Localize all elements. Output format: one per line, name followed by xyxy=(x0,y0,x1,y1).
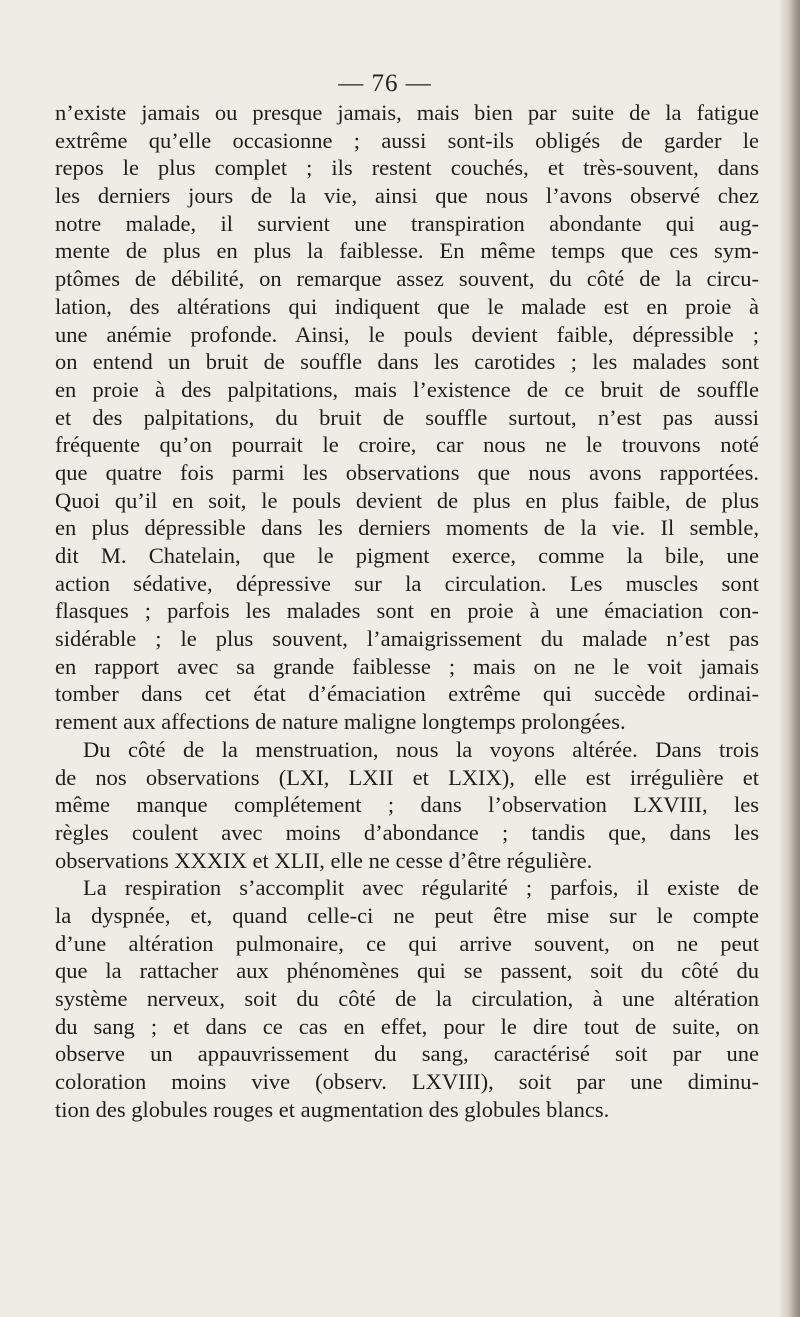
text-line: de nos observations (LXI, LXII et LXIX), elle est irrégulière et xyxy=(55,764,759,790)
text-line: règles coulent avec moins d’abondance ; tandis que, dans les xyxy=(55,819,759,845)
text-line: mente de plus en plus la faiblesse. En même temps que ces sym- xyxy=(55,238,759,264)
body-text xyxy=(55,99,759,1123)
text-line: même manque complétement ; dans l’observation LXVIII, les xyxy=(55,792,759,818)
text-line: sidérable ; le plus souvent, l’amaigrissement du malade n’est pas xyxy=(55,626,759,652)
text-line: rement aux affections de nature maligne longtemps prolongées. xyxy=(55,709,626,735)
text-line: en rapport avec sa grande faiblesse ; mais on ne le voit jamais xyxy=(55,653,759,679)
text-line: du sang ; et dans ce cas en effet, pour le dire tout de suite, on xyxy=(55,1013,759,1039)
text-line: on entend un bruit de souffle dans les carotides ; les malades sont xyxy=(55,349,759,375)
text-line: et des palpitations, du bruit de souffle surtout, n’est pas aussi xyxy=(55,404,759,430)
text-line: en proie à des palpitations, mais l’existence de ce bruit de souffle xyxy=(55,376,759,402)
text-line: Quoi qu’il en soit, le pouls devient de plus en plus faible, de plus xyxy=(55,487,759,513)
page-edge-shadow xyxy=(778,0,800,1317)
text-line: n’existe jamais ou presque jamais, mais bien par suite de la fatigue xyxy=(55,100,759,125)
text-line: flasques ; parfois les malades sont en proie à une émaciation con- xyxy=(55,598,759,624)
text-line: les derniers jours de la vie, ainsi que nous l’avons observé chez xyxy=(55,183,759,209)
text-line: notre malade, il survient une transpiration abondante qui aug- xyxy=(55,210,759,236)
text-line: La respiration s’accomplit avec régularité ; parfois, il existe de xyxy=(83,875,759,901)
text-line: en plus dépressible dans les derniers moments de la vie. Il semble, xyxy=(55,515,759,541)
page-number: — 76 — xyxy=(338,70,432,97)
text-line: observe un appauvrissement du sang, caractérisé soit par une xyxy=(55,1041,759,1067)
text-line: tomber dans cet état d’émaciation extrême qui succède ordinai- xyxy=(55,681,759,707)
text-line: d’une altération pulmonaire, ce qui arrive souvent, on ne peut xyxy=(55,930,759,956)
text-line: fréquente qu’on pourrait le croire, car nous ne le trouvons noté xyxy=(55,432,759,458)
text-line: que quatre fois parmi les observations que nous avons rapportées. xyxy=(55,459,759,485)
text-line: extrême qu’elle occasionne ; aussi sont-ils obligés de garder le xyxy=(55,127,759,153)
text-line: dit M. Chatelain, que le pigment exerce, comme la bile, une xyxy=(55,543,759,568)
text-line: repos le plus complet ; ils restent couchés, et très-souvent, dans xyxy=(55,155,759,181)
text-line: que la rattacher aux phénomènes qui se passent, soit du côté du xyxy=(55,958,759,984)
text-line: système nerveux, soit du côté de la circulation, à une altération xyxy=(55,986,759,1011)
text-line: une anémie profonde. Ainsi, le pouls devient faible, dépressible ; xyxy=(55,321,759,347)
text-line: tion des globules rouges et augmentation des globules blancs. xyxy=(55,1096,610,1122)
text-line: ptômes de débilité, on remarque assez souvent, du côté de la circu- xyxy=(55,266,759,292)
text-line: action sédative, dépressive sur la circulation. Les muscles sont xyxy=(55,570,759,596)
text-line: observations XXXIX et XLII, elle ne cesse d’être régulière. xyxy=(55,847,593,873)
text-line: la dyspnée, et, quand celle-ci ne peut être mise sur le compte xyxy=(55,902,759,928)
text-line: Du côté de la menstruation, nous la voyons altérée. Dans trois xyxy=(83,736,759,762)
text-line: coloration moins vive (observ. LXVIII), soit par une diminu- xyxy=(55,1069,759,1095)
text-line: lation, des altérations qui indiquent que le malade est en proie à xyxy=(55,293,759,319)
